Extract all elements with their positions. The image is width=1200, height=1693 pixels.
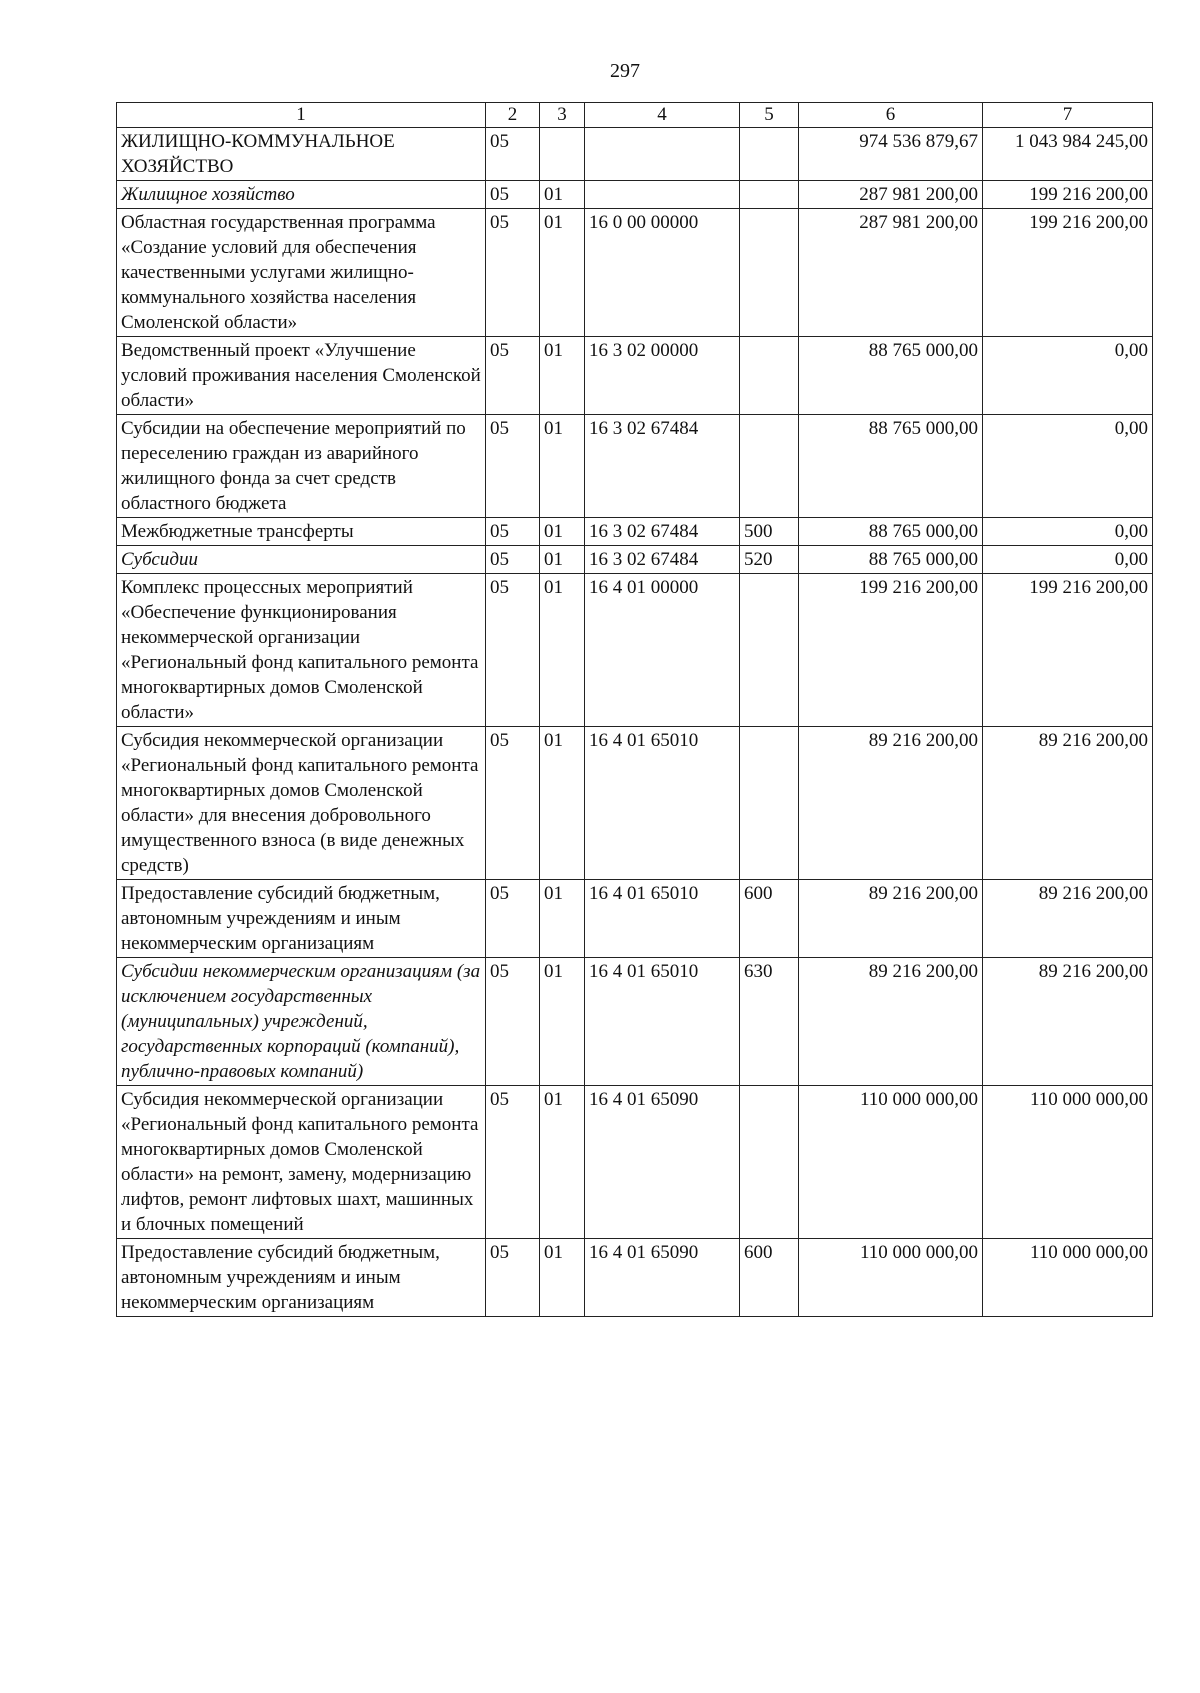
section-code: 05 — [486, 574, 540, 727]
table-row — [117, 546, 1153, 574]
amount-year-1: 974 536 879,67 — [799, 128, 983, 181]
amount-year-2: 89 216 200,00 — [983, 880, 1153, 958]
section-code: 05 — [486, 337, 540, 415]
target-article-code: 16 3 02 00000 — [585, 337, 740, 415]
expense-type-code — [740, 128, 799, 181]
amount-year-1: 89 216 200,00 — [799, 727, 983, 880]
table-row — [117, 574, 1153, 727]
target-article-code — [585, 128, 740, 181]
table-row — [117, 1086, 1153, 1239]
section-code: 05 — [486, 518, 540, 546]
amount-year-2: 0,00 — [983, 546, 1153, 574]
expense-type-code — [740, 181, 799, 209]
table-row — [117, 337, 1153, 415]
section-code: 05 — [486, 415, 540, 518]
expense-type-code — [740, 415, 799, 518]
column-header: 7 — [983, 103, 1153, 128]
section-code: 05 — [486, 958, 540, 1086]
subsection-code: 01 — [540, 546, 585, 574]
table-row — [117, 518, 1153, 546]
section-code: 05 — [486, 209, 540, 337]
row-name: Субсидии на обеспечение мероприятий по переселению граждан из аварийного жилищного фонда за счет средств областного бюджета — [117, 415, 486, 518]
amount-year-2: 199 216 200,00 — [983, 209, 1153, 337]
expense-type-code — [740, 574, 799, 727]
table-row — [117, 1239, 1153, 1317]
subsection-code: 01 — [540, 209, 585, 337]
expense-type-code — [740, 337, 799, 415]
expense-type-code — [740, 209, 799, 337]
table-row — [117, 415, 1153, 518]
expense-type-code: 520 — [740, 546, 799, 574]
amount-year-2: 199 216 200,00 — [983, 574, 1153, 727]
amount-year-1: 88 765 000,00 — [799, 518, 983, 546]
budget-table — [116, 102, 1153, 1317]
row-name: ЖИЛИЩНО-КОММУНАЛЬНОЕ ХОЗЯЙСТВО — [117, 128, 486, 181]
amount-year-2: 1 043 984 245,00 — [983, 128, 1153, 181]
expense-type-code: 630 — [740, 958, 799, 1086]
expense-type-code: 600 — [740, 880, 799, 958]
subsection-code: 01 — [540, 574, 585, 727]
row-name: Ведомственный проект «Улучшение условий проживания населения Смоленской области» — [117, 337, 486, 415]
subsection-code: 01 — [540, 518, 585, 546]
row-name: Субсидия некоммерческой организации «Региональный фонд капитального ремонта многоквартирных домов Смоленской области» на ремонт, замену, модернизацию лифтов, ремонт лифтовых шахт, машинных и блочных помещений — [117, 1086, 486, 1239]
amount-year-2: 0,00 — [983, 337, 1153, 415]
row-name: Областная государственная программа «Создание условий для обеспечения качественными услугами жилищно-коммунального хозяйства населения Смоленской области» — [117, 209, 486, 337]
expense-type-code — [740, 727, 799, 880]
row-name: Межбюджетные трансферты — [117, 518, 486, 546]
subsection-code — [540, 128, 585, 181]
subsection-code: 01 — [540, 1239, 585, 1317]
column-header: 2 — [486, 103, 540, 128]
target-article-code: 16 0 00 00000 — [585, 209, 740, 337]
target-article-code: 16 3 02 67484 — [585, 546, 740, 574]
subsection-code: 01 — [540, 727, 585, 880]
expense-type-code: 600 — [740, 1239, 799, 1317]
amount-year-2: 199 216 200,00 — [983, 181, 1153, 209]
target-article-code — [585, 181, 740, 209]
subsection-code: 01 — [540, 181, 585, 209]
expense-type-code — [740, 1086, 799, 1239]
amount-year-1: 110 000 000,00 — [799, 1086, 983, 1239]
amount-year-2: 0,00 — [983, 518, 1153, 546]
target-article-code: 16 4 01 65010 — [585, 958, 740, 1086]
table-header-row — [117, 103, 1153, 128]
table-row — [117, 880, 1153, 958]
row-name: Предоставление субсидий бюджетным, автономным учреждениям и иным некоммерческим организациям — [117, 880, 486, 958]
row-name: Субсидии — [117, 546, 486, 574]
table-row — [117, 181, 1153, 209]
amount-year-1: 89 216 200,00 — [799, 958, 983, 1086]
amount-year-2: 89 216 200,00 — [983, 958, 1153, 1086]
row-name: Субсидия некоммерческой организации «Региональный фонд капитального ремонта многоквартирных домов Смоленской области» для внесения добровольного имущественного взноса (в виде денежных средств) — [117, 727, 486, 880]
amount-year-1: 199 216 200,00 — [799, 574, 983, 727]
target-article-code: 16 4 01 65090 — [585, 1239, 740, 1317]
amount-year-1: 88 765 000,00 — [799, 337, 983, 415]
section-code: 05 — [486, 880, 540, 958]
amount-year-1: 287 981 200,00 — [799, 209, 983, 337]
section-code: 05 — [486, 546, 540, 574]
column-header: 3 — [540, 103, 585, 128]
expense-type-code: 500 — [740, 518, 799, 546]
amount-year-1: 110 000 000,00 — [799, 1239, 983, 1317]
row-name: Комплекс процессных мероприятий «Обеспечение функционирования некоммерческой организации «Региональный фонд капитального ремонта многоквартирных домов Смоленской области» — [117, 574, 486, 727]
amount-year-2: 110 000 000,00 — [983, 1239, 1153, 1317]
amount-year-1: 287 981 200,00 — [799, 181, 983, 209]
subsection-code: 01 — [540, 958, 585, 1086]
subsection-code: 01 — [540, 415, 585, 518]
page-number: 297 — [610, 60, 640, 82]
section-code: 05 — [486, 128, 540, 181]
column-header: 5 — [740, 103, 799, 128]
target-article-code: 16 4 01 65010 — [585, 880, 740, 958]
table-row — [117, 958, 1153, 1086]
table-row — [117, 128, 1153, 181]
subsection-code: 01 — [540, 337, 585, 415]
column-header: 6 — [799, 103, 983, 128]
amount-year-2: 89 216 200,00 — [983, 727, 1153, 880]
amount-year-1: 88 765 000,00 — [799, 415, 983, 518]
section-code: 05 — [486, 1239, 540, 1317]
row-name: Предоставление субсидий бюджетным, автономным учреждениям и иным некоммерческим организациям — [117, 1239, 486, 1317]
subsection-code: 01 — [540, 880, 585, 958]
section-code: 05 — [486, 181, 540, 209]
column-header: 1 — [117, 103, 486, 128]
target-article-code: 16 4 01 65090 — [585, 1086, 740, 1239]
amount-year-1: 88 765 000,00 — [799, 546, 983, 574]
target-article-code: 16 3 02 67484 — [585, 415, 740, 518]
subsection-code: 01 — [540, 1086, 585, 1239]
amount-year-1: 89 216 200,00 — [799, 880, 983, 958]
row-name: Субсидии некоммерческим организациям (за исключением государственных (муниципальных) учреждений, государственных корпораций (компаний), публично-правовых компаний) — [117, 958, 486, 1086]
row-name: Жилищное хозяйство — [117, 181, 486, 209]
column-header: 4 — [585, 103, 740, 128]
section-code: 05 — [486, 727, 540, 880]
target-article-code: 16 4 01 65010 — [585, 727, 740, 880]
table-row — [117, 727, 1153, 880]
target-article-code: 16 4 01 00000 — [585, 574, 740, 727]
table-row — [117, 209, 1153, 337]
amount-year-2: 0,00 — [983, 415, 1153, 518]
target-article-code: 16 3 02 67484 — [585, 518, 740, 546]
amount-year-2: 110 000 000,00 — [983, 1086, 1153, 1239]
section-code: 05 — [486, 1086, 540, 1239]
